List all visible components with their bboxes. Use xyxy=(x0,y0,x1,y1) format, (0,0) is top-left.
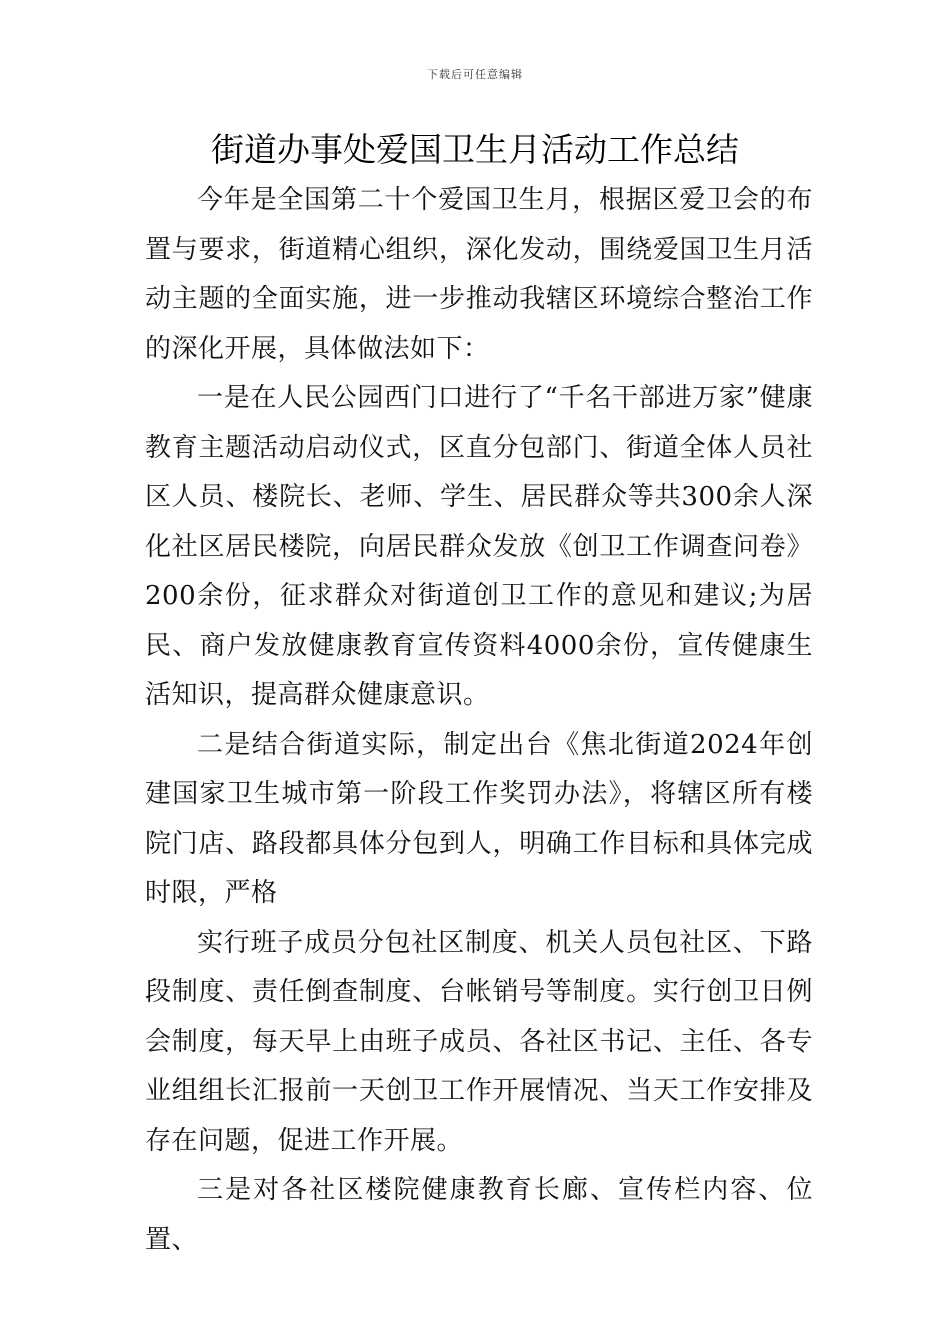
paragraph-two-continued: 实行班子成员分包社区制度、机关人员包社区、下路段制度、责任倒查制度、台帐销号等制度。实行创卫日例会制度，每天早上由班子成员、各社区书记、主任、各专业组组长汇报前一天创卫工作开展情况、当天工作安排及存在问题，促进工作开展。 xyxy=(145,927,813,1156)
paragraph-three: 三是对各社区楼院健康教育长廊、宣传栏内容、位置、 xyxy=(145,1175,813,1255)
document-title: 街道办事处爱国卫生月活动工作总结 xyxy=(211,130,739,169)
paragraph-two: 二是结合街道实际，制定出台《焦北街道2024年创建国家卫生城市第一阶段工作奖罚办法》，将辖区所有楼院门店、路段都具体分包到人，明确工作目标和具体完成时限，严格 xyxy=(145,729,813,908)
paragraph-intro: 今年是全国第二十个爱国卫生月，根据区爱卫会的布置与要求，街道精心组织，深化发动，围绕爱国卫生月活动主题的全面实施，进一步推动我辖区环境综合整治工作的深化开展，具体做法如下： xyxy=(145,185,813,364)
document-body xyxy=(145,176,813,1265)
header-note: 下载后可任意编辑 xyxy=(427,68,523,81)
paragraph-one: 一是在人民公园西门口进行了“千名干部进万家”健康教育主题活动启动仪式，区直分包部门、街道全体人员社区人员、楼院长、老师、学生、居民群众等共300余人深化社区居民楼院，向居民群众发放《创卫工作调查问卷》200余份，征求群众对街道创卫工作的意见和建议;为居民、商户发放健康教育宣传资料4000余份，宣传健康生活知识，提高群众健康意识。 xyxy=(145,383,813,710)
